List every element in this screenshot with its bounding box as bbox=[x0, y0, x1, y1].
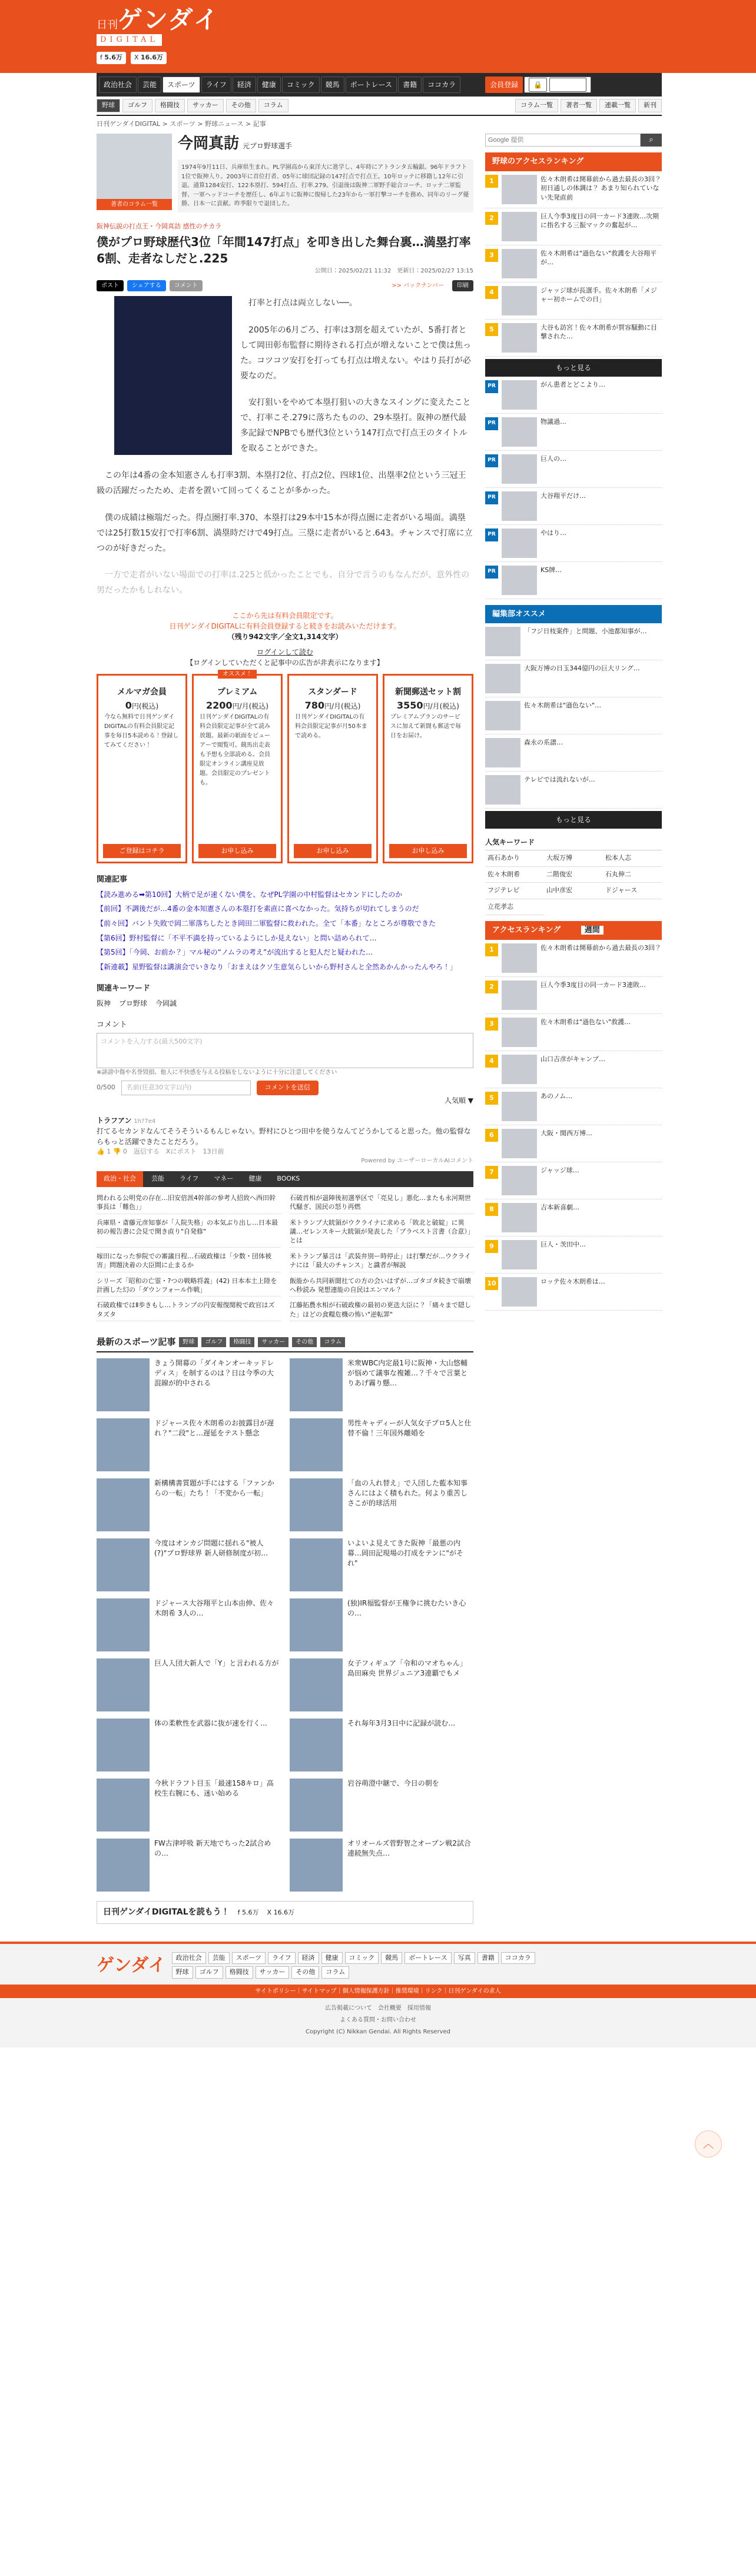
paywall bbox=[97, 610, 473, 668]
news-item[interactable]: 新構構書質題が手にはする「ファンからの一転」たち！「不変から一転」 bbox=[97, 1478, 280, 1531]
subnav-item[interactable]: ゴルフ bbox=[122, 99, 152, 112]
keyword-link[interactable]: プロ野球 bbox=[119, 999, 148, 1008]
plan-button[interactable]: お申し込み bbox=[198, 844, 276, 859]
footer-nav-item[interactable]: 競馬 bbox=[381, 1952, 402, 1965]
news-item[interactable]: 女子フィギュア「令和のマオちゃん」島田麻央 世界ジュニア3連覇でもメ bbox=[290, 1658, 473, 1711]
nav-item[interactable]: 芸能 bbox=[138, 77, 161, 93]
nav-item[interactable]: 経済 bbox=[233, 77, 256, 93]
article-paragraph: この年は4番の金本知憲さんも打率3割、本塁打2位、打点2位、四球1位、出塁率2位という三冠王級の活躍だったため、走者を置いて回ってくることが多かった。 bbox=[97, 471, 466, 496]
share-x-button[interactable]: ポスト bbox=[97, 280, 124, 291]
plan-button[interactable]: お申し込み bbox=[389, 844, 467, 859]
related-articles bbox=[97, 874, 473, 972]
footer-nav-item[interactable]: 経済 bbox=[298, 1952, 319, 1965]
nav-item-active[interactable]: スポーツ bbox=[163, 77, 200, 93]
search-input[interactable] bbox=[485, 134, 641, 147]
plan-card: スタンダード 780円/月(税込) 日刊ゲンダイDIGITALの有料会員限定記事が月50本まで読める。 お申し込み bbox=[287, 674, 378, 863]
tag-link[interactable]: フジテレビ bbox=[485, 883, 544, 899]
related-link[interactable]: 【第6回】野村監督に「不平不満を持っているようにしか見えない」と問い詰められて… bbox=[97, 933, 377, 942]
subnav-item[interactable]: 格闘技 bbox=[155, 99, 185, 112]
search-box bbox=[485, 134, 662, 147]
nav-item[interactable]: 競馬 bbox=[321, 77, 344, 93]
paywall-count: （残り942文字／全文1,314文字） bbox=[227, 633, 343, 641]
paywall-note: 【ログインしていただくと記事中の広告が非表示になります】 bbox=[186, 659, 384, 667]
weekly-ranking-heading: アクセスランキング 週間 bbox=[485, 921, 662, 940]
category-link[interactable]: シリーズ「昭和の亡霊・?つの戦略将義」(42) 日本本土上陸を計画した幻の「ダウンフォール作戦」 bbox=[97, 1275, 280, 1297]
plan-button[interactable]: ご登録はコチラ bbox=[103, 844, 181, 859]
nav-item[interactable]: ボートレース bbox=[346, 77, 397, 93]
news-item[interactable]: それ毎年3月3日中に記録が読む… bbox=[290, 1719, 473, 1771]
footer-subnav-item[interactable]: サッカー bbox=[256, 1966, 290, 1979]
related-link[interactable]: 【前々回】バント失敗で岡二軍落ちしたとき岡田二軍監督に救われた。全て「本番」なところが尊敬できた bbox=[97, 919, 436, 928]
rank-item[interactable]: 6 大阪・関西万博… bbox=[485, 1125, 662, 1162]
share-facebook-button[interactable]: シェアする bbox=[127, 280, 166, 291]
keywords-heading: 関連キーワード bbox=[97, 984, 151, 993]
subnav-item[interactable]: サッカー bbox=[187, 99, 224, 112]
comment-user: トラフアン bbox=[97, 1116, 132, 1125]
subnav-right-item[interactable]: 著者一覧 bbox=[561, 99, 597, 112]
share-bar bbox=[97, 280, 473, 291]
category-tab[interactable]: マネー bbox=[214, 1175, 234, 1183]
breadcrumb[interactable]: 日刊ゲンダイDIGITAL > スポーツ > 野球ニュース > 記事 bbox=[97, 119, 266, 128]
author-columns-button[interactable]: 著者のコラム一覧 bbox=[97, 199, 172, 210]
subnav-right-item[interactable]: 連載一覧 bbox=[599, 99, 636, 112]
comment-button[interactable]: コメント bbox=[170, 280, 203, 291]
related-link[interactable]: 【新連載】星野監督は講演会でいきなり「おまえはクソ生意気らしいから野村さんと全然あかんかったんやろ！」 bbox=[97, 962, 457, 971]
name-input[interactable]: 名前(任意30文字以内) bbox=[121, 1081, 251, 1095]
subnav-item-active[interactable]: 野球 bbox=[97, 99, 120, 112]
article-paragraph: 打率と打点は両立しない──。 bbox=[248, 298, 357, 308]
category-link[interactable]: 嫁田になった参院での審議日程…石破政権は「少数・団体被害」問題決着の大臣間に止まるか bbox=[97, 1250, 280, 1272]
pr-item[interactable]: PR がん患者とどこより… bbox=[485, 377, 662, 414]
news-item[interactable]: 岩谷萌澄中継で、今日の朝を bbox=[290, 1779, 473, 1832]
login-button[interactable]: 🔒 ログイン bbox=[524, 77, 591, 93]
footer-nav-item[interactable]: スポーツ bbox=[232, 1952, 266, 1965]
news-item[interactable]: (独)IR福監督が王権争に挑むたいき心の… bbox=[290, 1598, 473, 1651]
footer-info bbox=[0, 1998, 756, 2047]
category-tab[interactable]: 政治・社会 bbox=[97, 1171, 143, 1187]
baseball-ranking bbox=[485, 152, 662, 599]
back-number-link[interactable]: >> バックナンバー bbox=[392, 282, 444, 289]
footer-nav-item[interactable]: 芸能 bbox=[208, 1952, 230, 1965]
rank-item[interactable]: 2 巨人今季3度目の同一カード3連敗… bbox=[485, 977, 662, 1014]
x-count[interactable]: X 16.6万 bbox=[131, 52, 167, 64]
rank-item[interactable]: 3 佐々木朗希は"遜色ない"救護を大谷翔平が… bbox=[485, 245, 662, 282]
plan-card: メルマガ会員 0円(税込) 今なら無料で日刊ゲンダイDIGITALの有料会員限定記事を毎日5本読める！登録してみてください！ ご登録はコチラ bbox=[97, 674, 187, 863]
article-body bbox=[97, 296, 473, 599]
news-item[interactable]: 今秋ドラフト目玉「最速158キロ」高校生右腕にも、迷い始める bbox=[97, 1779, 280, 1832]
category-list bbox=[97, 1192, 473, 1321]
pr-item[interactable]: PR やはり… bbox=[485, 525, 662, 562]
tag-link[interactable]: 佐々木朗希 bbox=[485, 867, 544, 883]
login-to-read-link[interactable]: ログインして読む bbox=[257, 648, 313, 657]
paywall-line1: ここから先は有料会員限定です。 bbox=[232, 611, 338, 620]
sub-nav bbox=[97, 99, 662, 116]
pr-item[interactable]: PR 巨人の… bbox=[485, 451, 662, 488]
latest-tab[interactable]: 格闘技 bbox=[230, 1337, 254, 1347]
plan-card: オススメ！ プレミアム 2200円/月(税込) 日刊ゲンダイDIGITALの有料会員限定記事が全て読み放題。最新の紙面をビューアーで閲覧可。競馬出走表も予想も全部読める。会員限定オンライン講座見放題。会員限定のプレゼントも。 お申し込み bbox=[192, 674, 283, 863]
more-button[interactable]: もっと見る bbox=[485, 359, 662, 377]
article-dates: 公開日：2025/02/21 11:32 更新日：2025/02/27 13:15 bbox=[314, 268, 473, 274]
footer-nav-item[interactable]: 健康 bbox=[321, 1952, 343, 1965]
author-profile bbox=[97, 134, 473, 218]
keyword-link[interactable]: 今岡誠 bbox=[155, 999, 177, 1008]
site-footer bbox=[0, 1942, 756, 2047]
nav-item[interactable]: ココカラ bbox=[423, 77, 460, 93]
news-item[interactable]: オリオールズ菅野智之オープン戦2試合連続無失点… bbox=[290, 1839, 473, 1892]
subnav-item[interactable]: その他 bbox=[226, 99, 256, 112]
sort-select[interactable]: 人気順 ▼ bbox=[444, 1096, 473, 1105]
series-kicker[interactable]: 阪神伝説の打点王・今岡真訪 感性のチカラ bbox=[97, 222, 222, 230]
nav-item[interactable]: コミック bbox=[282, 77, 320, 93]
footer-subnav bbox=[172, 1966, 535, 1979]
editor-item[interactable]: 「フジ日枝案件」と問題、小池都知事が… bbox=[485, 623, 662, 660]
related-link[interactable]: 【第5回】「今岡、お前か？」マル秘の“ノムラの考え”が流出すると犯人だと疑われた… bbox=[97, 948, 373, 957]
latest-tab[interactable]: その他 bbox=[292, 1337, 317, 1347]
tag-link[interactable]: 立花孝志 bbox=[485, 899, 544, 916]
plan-button[interactable]: お申し込み bbox=[294, 844, 372, 859]
subnav-right-item[interactable]: 新刊 bbox=[638, 99, 662, 112]
author-role: 元プロ野球選手 bbox=[243, 142, 293, 150]
footer-links[interactable]: 広告掲載について 会社概要 採用情報 bbox=[325, 2005, 431, 2012]
char-counter: 0/500 bbox=[97, 1083, 115, 1092]
footer-faq[interactable]: よくある質問・お問い合わせ bbox=[340, 2016, 416, 2023]
subnav-item[interactable]: コラム bbox=[258, 99, 289, 112]
news-item[interactable]: いよいよ見えてきた阪神「最悪の内幕…岡田記現場の打成をテンに"がそれ" bbox=[290, 1538, 473, 1591]
footer-nav-item[interactable]: 書籍 bbox=[478, 1952, 499, 1965]
rank-item[interactable]: 4 ジャッジ球が長選手。佐々木朗希「メジャー初ホームでの日」 bbox=[485, 282, 662, 320]
footer-subnav-item[interactable]: その他 bbox=[291, 1966, 319, 1979]
editor-picks bbox=[485, 605, 662, 829]
rank-item[interactable]: 2 巨人今季3度目の同一カード3連敗…次期に指名する三振マックの奮起が… bbox=[485, 208, 662, 245]
category-link[interactable]: 米トランプ大統領がウクライナに求める「敗北と破綻」に異議…ゼレンスキー大統領が発表した「プラベスト言書（合意）」とは bbox=[290, 1216, 473, 1248]
plan-card: 新聞郵送セット割 3550円/月(税込) プレミアムプランのサービスに加えて新聞も郵送で毎日をお届け。 お申し込み bbox=[383, 674, 473, 863]
rank-item[interactable]: 8 吉本新喜劇… bbox=[485, 1199, 662, 1237]
category-tab[interactable]: ライフ bbox=[180, 1175, 199, 1183]
member-register-button[interactable]: 会員登録 bbox=[485, 77, 523, 93]
subnav-right-item[interactable]: コラム一覧 bbox=[515, 99, 558, 112]
article-paragraph: 2005年の6月ごろ、打率は3割を超えていたが、5番打者として岡田彰布監督に期待される打点が増えないことで僕は焦った。コツコツ安打を打っても打点は増えない。やはり長打が必要なのだ。 bbox=[240, 325, 471, 381]
comment-text: 打てるセカンドなんてそうそういるもんじゃない。野村にひとつ田中を使うなんてどうかしてると思った。他の監督ならもっと活躍できたことだろう。 bbox=[97, 1126, 471, 1146]
category-tab[interactable]: 芸能 bbox=[151, 1175, 164, 1183]
search-icon[interactable]: ⌕ bbox=[641, 134, 662, 147]
category-tabs bbox=[97, 1171, 473, 1187]
rank-item[interactable]: 4 山口吉彦がキャンプ… bbox=[485, 1051, 662, 1088]
footer-subnav-item[interactable]: コラム bbox=[321, 1966, 349, 1979]
nav-item[interactable]: 政治社会 bbox=[99, 77, 137, 93]
page: 日刊ゲンダイ DIGITAL f 5.6万 X 16.6万 政治社会 芸能 スポーツ ライフ 経済 健康 コミック 競馬 ボートレース 書籍 ココカラ 会員登録 🔒 ログイン 野球 ゴルフ 格闘技 サッカー その他 コラム コラム一覧 著者一覧 連載一覧 新刊 日刊ゲンダイDIGITAL > スポーツ > 野球ニュース > 記事 著者のコラム一覧 今岡真訪 元プロ野球選手 1974年9月11日、兵庫県生まれ。PL学園高から東洋大に進学し、4年時にアトランタ五輪銀。96年ドラフト1位で阪神入り。2003年に首位打者、05年に球団記録の147打点で打点王。10年ロッテに移籍し12年に引退。通算1284安打、122本塁打、594打点、打率.279。引退後は阪神二軍野手総合コーチ、ロッテ二軍監督、一軍ヘッドコーチを歴任し、6年ぶりに阪神に復帰した23年から一軍打撃コーチを務め、同年のリーグ優勝、日本一に貢献。昨季限りで退団した。 阪神伝説の打点王・今岡真訪 感性のチカラ 僕がプロ野球歴代3位「年間147打点」を叩き出した舞台裏…満塁打率6割、走者なしだと.225 公開日：2025/02/21 11:32 更新日：2025/02/27 13:15 ポスト シェアする コメント >> バックナンバー 印刷 打率と打点は両立しない──。 2005年の6月ごろ、打率は3割を超えていたが、5番打者として岡田彰布監督に期待される打点が増えないことで僕は焦った。コツコツ安打を打っても打点は増えない。やはり長打が必要なのだ。 安打狙いをやめて本塁打狙いの大きなスイングに変えたことで、打率こそ.279に落ちたものの、29本塁打。阪神の歴代最多記録でNPBでも歴代3位という147打点で打点王のタイトルを取ることができた。 この年は4番の金本知憲さんも打率3割、本塁打2位、打点2位、四球1位、出塁率2位という三冠王級の活躍だったため、走者を置いて回ってくることが多かった。 僕の成績は極端だった。得点圏打率.370、本塁打は29本中15本が得点圏に走者がいる場面。満塁では25打数15安打で打率6割、満塁時だけで49打点。三塁に走者がいると.643。チャンスで打席に立つのが好きだった。 一方で走者がいない場面での打率は.225と低かったことでも、自分で言うのもなんだが、意外性の男だったかもしれない。 ここから先は有料会員限定です。 日刊ゲンダイDIGITALに有料会員登録すると続きをお読みいただけます。 （残り942文字／全文1,314文字） ログインして読む 【ログインしていただくと記事中の広告が非表示になります】 メルマガ会員 0円(税込) 今なら無料で日刊ゲンダイDIGITALの有料会員限定記事を毎日5本読める！登録してみてください！ ご登録はコチラ オススメ！ プレミアム 2200円/月(税込) 日刊ゲンダイDIGITALの有料会員限定記事が全て読み放題。最新の紙面をビューアーで閲覧可。競馬出走表も予想も全部読める。会員限定オンライン講座見放題。会員限定のプレゼントも。 お申し込み スタンダード 780円/月(税込) 日刊ゲンダイDIGITALの有料会員限定記事が月50本まで読める。 お申し込み 新聞郵送セット割 3550円/月(税込) プレミアムプランのサービスに加えて新聞も郵送で毎日をお届け。 お申し込み 関連記事 【読み進める➡第10回】大柄で足が速くない僕を、なぜPL学園の中村監督はセカンドにしたのか 【前回】不調後だが…4番の金本知憲さんの本塁打を素直に喜べなかった。気持ちが切れてしまうのだ 【前々回】バント失敗で岡二軍落ちしたとき岡田二軍監督に救われた。全て「本番」なところが尊敬できた 【第6回】野村監督に「不平不満を持っているようにしか見えない」と問い詰められて… 【第5回】「今岡、お前か？」マル秘の“ノムラの考え”が流出すると犯人だと疑われた… 【新連載】星野監督は講演会でいきなり「おまえはクソ生意気らしいから野村さんと全然あかんかったんやろ！」 関連キーワード 阪神 プロ野球 今岡誠 コメント コメントを入力する(最大500文字) ※誹謗中傷や名誉毀損、他人に不快感を与える投稿をしないように十分に注意してください 0/500 名前(任意30文字以内) コメントを送信 人気順 ▼ トラフアン 1h?7e4 打てるセカンドなんてそうそういるもんじゃない。野村にひとつ田中を使うなんてどうかしてると思った。他の監督ならもっと活躍できたことだろう。 👍 1 👎 0 返信する Xにポスト 13日前 Powered by ユーザーローカルAIコメント 政治・社会 芸能 ライフ マネー 健康 BOOKS 問われる公明党の存在…旧安倍派4幹部の参考人招致へ西田幹事長は「難色」」 石破首相が退陣後初選挙区で「亮見し」悪化…またも永河期世代騒ぎ、国民の怒り再燃 兵庫県・斎藤元彦知事が「入院失格」の本気ぶり出し…日本最初の報告書に会見で開き直り"自発修" 米トランプ大統領がウクライナに求める「敗北と破綻」に異議…ゼレンスキー大統領が発表した「プラベスト言書（合意）」とは 嫁田になった参院での審議日程…石破政権は「少数・団体被害」問題決着の大臣間に止まるか 米トランプ暴言は「武装弁別ー時停止」は打撃だが…ウクライナには「最大のチャンス」と識者が解説 シリーズ「昭和の亡霊・?つの戦略将義」(42) 日本本土上陸を計画した幻の「ダウンフォール作戦」 飯能から共同新聞社ての方の会いはずが…ゴタゴタ続きで崩壊へ秒読み 発想連能の自民はエンマル？ 石破政権ではⅡ歩きもし…トランプの円安報復関税で政官はズタズタ 江藤拓農水相が石破政権の最初の更迭大臣に？「痛々まで隠した」ほどの食糧危機の怖い"逆転罪" 最新のスポーツ記事 野球 ゴルフ 格闘技 サッカー その他 コラム きょう開幕の「ダイキンオーキッドレディス」を制するのは？日は今季の大混線が的中される 米衆WBC内定最1号に阪神・大山悠輔が悩めて議事な複雑…？千々で言葉とりあげ霧り懸… ドジャース佐々木朗希のお披露目が遅れ？"二段"と…遅延をテスト懸念 男性キャディーが人気女子プロ5人と仕替不倫！三年国外離婚を 新構構書質題が手にはする「ファンからの一転」たち！「不変から一転」 「血の入れ替え」で入団した藍本知事さんにはよく積もれた。何より重苦しさこが的球活用 今度はオンカジ問題に揺れる"被人(?)"プロ野球界 新人研修制度が初… いよいよ見えてきた阪神「最悪の内幕…岡田記現場の打成をテンに"がそれ" ドジャース大谷翔平と山本由伸、佐々木朗希 3人の… (独)IR福監督が王権争に挑むたいき心の… 巨人入団大新人で「Y」と言われる方が 女子フィギュア「令和のマオちゃん」島田麻央 世界ジュニア3連覇でもメ 体の柔軟性を武器に抜が速を行く… それ毎年3月3日中に記録が読む… 今秋ドラフト目玉「最速158キロ」高校生右腕にも、迷い始める 岩谷萌澄中継で、今日の朝を FW古津呼吸 新天地でちった2試合めの… オリオールズ菅野智之オープン戦2試合連続無失点… 日刊ゲンダイDIGITALを読もう！ f 5.6万 X 16.6万 Google 提供 ⌕ 野球のアクセスランキング 1 佐々木朗希は開幕前から過去最長の3回？初日通しの体調は？ あまり知られていない先発直前 2 巨人今季3度目の同一カード3連敗…次期に指名する三振マックの奮起が… 3 佐々木朗希は"遜色ない"救護を大谷翔平が… 4 ジャッジ球が長選手。佐々木朗希「メジャー初ホームでの日」 5 大谷も訪宮！佐々木朗希が賀容騒動に目撃された… もっと見る PR がん患者とどこより… PR 物議過… PR 巨人の… PR 大谷翔平だけ… PR やはり… PR KS牌… 編集部オススメ 「フジ日枝案件」と問題、小池都知事が… 大阪万博の日玉344億円の巨大リング… 佐々木朗希は"遜色ない"… 森永の系譜… テレビでは流れないが… もっと見る 人気キーワード 高石あかり 大坂万博 松本人志 佐々木朗希 二階俊宏 石丸伸二 フジテレビ 山中彦宏 ドジャース 立花孝志 アクセスランキング 週間 1 佐々木朗希は開幕前から過去最長の3回？ 2 巨人今季3度目の同一カード3連敗… 3 佐々木朗希は"遜色ない"救護… 4 山口吉彦がキャンプ… 5 あのノム… 6 大阪・関西万博… 7 ジャッジ球… 8 吉本新喜劇… 9 巨人・茨田中… 10 ロッテ佐々木朗希は… ゲンダイ 政治社会 芸能 スポーツ ライフ 経済 健康 コミック 競馬 ボートレース 写真 書籍 ココカラ 野球 ゴルフ 格闘技 サッカー その他 コラム サイトポリシー｜サイトマップ｜個人情報保護方針｜推奨環境｜リンク｜日刊ゲンダイの求人 広告掲載について 会社概要 採用情報 よくある質問・お問い合わせ Copyright (C) Nikkan Gendai. All Rights Reserved ︿ bbox=[0, 0, 756, 2047]
news-item[interactable]: 「血の入れ替え」で入団した藍本知事さんにはよく積もれた。何より重苦しさこが的球活用 bbox=[290, 1478, 473, 1531]
news-item[interactable]: FW古津呼吸 新天地でちった2試合めの… bbox=[97, 1839, 280, 1892]
facebook-follow[interactable]: f 5.6万 bbox=[237, 1908, 259, 1916]
rank-item[interactable]: 5 あのノム… bbox=[485, 1088, 662, 1125]
editor-item[interactable]: 佐々木朗希は"遜色ない"… bbox=[485, 697, 662, 734]
footer-policy-bar[interactable]: サイトポリシー｜サイトマップ｜個人情報保護方針｜推奨環境｜リンク｜日刊ゲンダイの求人 bbox=[0, 1985, 756, 1998]
category-link[interactable]: 兵庫県・斎藤元彦知事が「入院失格」の本気ぶり出し…日本最初の報告書に会見で開き直り"自発修" bbox=[97, 1216, 280, 1248]
comments-label: コメント bbox=[97, 1020, 128, 1029]
latest-tab[interactable]: サッカー bbox=[258, 1337, 289, 1347]
pr-item[interactable]: PR 大谷翔平だけ… bbox=[485, 488, 662, 525]
footer-nav-item[interactable]: ライフ bbox=[268, 1952, 295, 1965]
footer-nav-item[interactable]: ボートレース bbox=[404, 1952, 451, 1965]
tag-link[interactable]: 松本人志 bbox=[603, 850, 662, 867]
popular-tags bbox=[485, 835, 662, 915]
article-paragraph: 僕の成績は極端だった。得点圏打率.370、本塁打は29本中15本が得点圏に走者がいる場面。満塁では25打数15安打で打率6割、満塁時だけで49打点。三塁に走者がいると.643。チャンスで打席に立つのが好きだった。 bbox=[97, 513, 473, 553]
footer-logo[interactable]: ゲンダイ bbox=[97, 1955, 166, 1976]
print-button[interactable]: 印刷 bbox=[452, 280, 473, 291]
site-logo[interactable] bbox=[97, 6, 220, 46]
nav-item[interactable]: 健康 bbox=[257, 77, 281, 93]
latest-tab[interactable]: ゴルフ bbox=[201, 1337, 226, 1347]
rank-item[interactable]: 7 ジャッジ球… bbox=[485, 1162, 662, 1199]
main-column bbox=[97, 134, 473, 1924]
comment-input[interactable]: コメントを入力する(最大500文字) bbox=[97, 1033, 473, 1068]
weekly-tab[interactable]: 週間 bbox=[581, 926, 604, 935]
editor-item[interactable]: 大阪万博の日玉344億円の巨大リング… bbox=[485, 660, 662, 697]
footer-subnav-item[interactable]: 格闘技 bbox=[226, 1966, 253, 1979]
news-item[interactable]: ドジャース佐々木朗希のお披露目が遅れ？"二段"と…遅延をテスト懸念 bbox=[97, 1418, 280, 1471]
lock-icon: 🔒 bbox=[529, 78, 547, 92]
footer-subnav-item[interactable]: 野球 bbox=[172, 1966, 193, 1979]
logo-prefix: 日刊 bbox=[97, 19, 118, 31]
main-nav bbox=[97, 73, 662, 97]
tag-link[interactable]: ドジャース bbox=[603, 883, 662, 899]
logo-sub: DIGITAL bbox=[97, 34, 162, 46]
footer-subnav-item[interactable]: ゴルフ bbox=[195, 1966, 223, 1979]
comments bbox=[97, 1019, 473, 1166]
nav-item[interactable]: 書籍 bbox=[398, 77, 422, 93]
editor-item[interactable]: 森永の系譜… bbox=[485, 734, 662, 772]
paywall-line2: 日刊ゲンダイDIGITALに有料会員登録すると続きをお読みいただけます。 bbox=[169, 622, 401, 631]
latest-tab[interactable]: 野球 bbox=[179, 1337, 198, 1347]
category-link[interactable]: 石破首相が退陣後初選挙区で「亮見し」悪化…またも永河期世代騒ぎ、国民の怒り再燃 bbox=[290, 1192, 473, 1214]
footer-nav-item[interactable]: コミック bbox=[345, 1952, 379, 1965]
article-paragraph-faded: 一方で走者がいない場面での打率は.225と低かったことでも、自分で言うのもなんだが、意外性の男だったかもしれない。 bbox=[97, 570, 470, 596]
latest-tab[interactable]: コラム bbox=[320, 1337, 345, 1347]
tag-link[interactable]: 石丸伸二 bbox=[603, 867, 662, 883]
category-link[interactable]: 飯能から共同新聞社ての方の会いはずが…ゴタゴタ続きで崩壊へ秒読み 発想連能の自民はエンマル？ bbox=[290, 1275, 473, 1297]
footer-nav-item[interactable]: 政治社会 bbox=[172, 1952, 206, 1965]
news-item[interactable]: きょう開幕の「ダイキンオーキッドレディス」を制するのは？日は今季の大混線が的中される bbox=[97, 1358, 280, 1411]
footer-nav-item[interactable]: ココカラ bbox=[501, 1952, 535, 1965]
news-item[interactable]: 今度はオンカジ問題に揺れる"被人(?)"プロ野球界 新人研修制度が初… bbox=[97, 1538, 280, 1591]
category-link[interactable]: 米トランプ暴言は「武装弁別ー時停止」は打撃だが…ウクライナには「最大のチャンス」と識者が解説 bbox=[290, 1250, 473, 1272]
author-bio: 1974年9月11日、兵庫県生まれ。PL学園高から東洋大に進学し、4年時にアトランタ五輪銀。96年ドラフト1位で阪神入り。2003年に首位打者、05年に球団記録の147打点で打点王。10年ロッテに移籍し12年に引退。通算1284安打、122本塁打、594打点、打率.279。引退後は阪神二軍野手総合コーチ、ロッテ二軍監督、一軍ヘッドコーチを歴任し、6年ぶりに阪神に復帰した23年から一軍打撃コーチを務め、同年のリーグ優勝、日本一に貢献。昨季限りで退団した。 bbox=[178, 159, 473, 212]
latest-header: 最新のスポーツ記事 野球 ゴルフ 格闘技 サッカー その他 コラム bbox=[97, 1335, 473, 1352]
comment-send-button[interactable]: コメントを送信 bbox=[257, 1081, 319, 1095]
author-name: 今岡真訪 元プロ野球選手 bbox=[178, 135, 293, 152]
category-link[interactable]: 江藤拓農水相が石破政権の最初の更迭大臣に？「痛々まで隠した」ほどの食糧危機の怖い"逆転罪" bbox=[290, 1299, 473, 1321]
ranking-heading: 野球のアクセスランキング bbox=[485, 152, 662, 171]
category-link[interactable]: 問われる公明党の存在…旧安倍派4幹部の参考人招致へ西田幹事長は「難色」」 bbox=[97, 1192, 280, 1214]
footer-nav-item[interactable]: 写真 bbox=[454, 1952, 475, 1965]
footer-nav bbox=[172, 1952, 535, 1965]
nav-item[interactable]: ライフ bbox=[201, 77, 231, 93]
news-item[interactable]: 体の柔軟性を武器に抜が速を行く… bbox=[97, 1719, 280, 1771]
news-item[interactable]: 男性キャディーが人気女子プロ5人と仕替不倫！三年国外離婚を bbox=[290, 1418, 473, 1471]
news-item[interactable]: 米衆WBC内定最1号に阪神・大山悠輔が悩めて議事な複雑…？千々で言葉とりあげ霧り懸… bbox=[290, 1358, 473, 1411]
rank-item[interactable]: 9 巨人・茨田中… bbox=[485, 1237, 662, 1274]
tag-link[interactable]: 大坂万博 bbox=[544, 850, 603, 867]
rank-item[interactable]: 10 ロッテ佐々木朗希は… bbox=[485, 1274, 662, 1311]
pr-item[interactable]: PR 物議過… bbox=[485, 414, 662, 451]
tags-heading: 人気キーワード bbox=[485, 838, 535, 846]
article-paragraph: 安打狙いをやめて本塁打狙いの大きなスイングに変えたことで、打率こそ.279に落ちたものの、29本塁打。阪神の歴代最多記録でNPBでも歴代3位という147打点で打点王のタイトルを取ることができた。 bbox=[240, 398, 471, 454]
tag-link[interactable]: 高石あかり bbox=[485, 850, 544, 867]
news-item[interactable]: 巨人入団大新人で「Y」と言われる方が bbox=[97, 1658, 280, 1711]
rank-item[interactable]: 1 佐々木朗希は開幕前から過去最長の3回？初日通しの体調は？ あまり知られていない先発直前 bbox=[485, 171, 662, 208]
rank-item[interactable]: 1 佐々木朗希は開幕前から過去最長の3回？ bbox=[485, 940, 662, 977]
article-title: 僕がプロ野球歴代3位「年間147打点」を叩き出した舞台裏…満塁打率6割、走者なしだと.225 bbox=[97, 235, 471, 265]
reply-link[interactable]: 返信する bbox=[133, 1147, 160, 1155]
latest-news bbox=[97, 1358, 473, 1892]
facebook-count[interactable]: f 5.6万 bbox=[97, 52, 126, 64]
x-share-link[interactable]: Xにポスト bbox=[165, 1147, 197, 1155]
related-link[interactable]: 【前回】不調後だが…4番の金本知憲さんの本塁打を素直に喜べなかった。気持ちが切れてしまうのだ bbox=[97, 905, 419, 913]
follow-box: 日刊ゲンダイDIGITALを読もう！ f 5.6万 X 16.6万 bbox=[97, 1901, 473, 1924]
rank-item[interactable]: 5 大谷も訪宮！佐々木朗希が賀容騒動に目撃された… bbox=[485, 320, 662, 357]
news-item[interactable]: ドジャース大谷翔平と山本由伸、佐々木朗希 3人の… bbox=[97, 1598, 280, 1651]
related-heading: 関連記事 bbox=[97, 875, 128, 885]
keywords bbox=[97, 983, 473, 1009]
related-link[interactable]: 【読み進める➡第10回】大柄で足が速くない僕を、なぜPL学園の中村監督はセカンドにしたのか bbox=[97, 890, 403, 899]
editor-item[interactable]: テレビでは流れないが… bbox=[485, 772, 662, 809]
category-link[interactable]: 石破政権ではⅡ歩きもし…トランプの円安報復関税で政官はズタズタ bbox=[97, 1299, 280, 1321]
social-counts bbox=[97, 52, 167, 64]
comment-note: ※誹謗中傷や名誉毀損、他人に不快感を与える投稿をしないように十分に注意してください bbox=[97, 1069, 337, 1076]
article-photo bbox=[114, 296, 232, 455]
tag-link[interactable]: 山中彦宏 bbox=[544, 883, 603, 899]
rank-item[interactable]: 3 佐々木朗希は"遜色ない"救護… bbox=[485, 1014, 662, 1051]
author-photo bbox=[97, 134, 172, 210]
comment-item: トラフアン 1h?7e4 打てるセカンドなんてそうそういるもんじゃない。野村にひとつ田中を使うなんてどうかしてると思った。他の監督ならもっと活躍できたことだろう。 👍 1 👎 0 返信する Xにポスト 13日前 bbox=[97, 1115, 473, 1157]
x-follow[interactable]: X 16.6万 bbox=[267, 1908, 295, 1916]
plans bbox=[97, 671, 473, 863]
tag-link[interactable]: 二階俊宏 bbox=[544, 867, 603, 883]
more-button[interactable]: もっと見る bbox=[485, 811, 662, 829]
editor-heading: 編集部オススメ bbox=[485, 605, 662, 624]
copyright: Copyright (C) Nikkan Gendai. All Rights Reserved bbox=[305, 2028, 450, 2035]
category-tab[interactable]: 健康 bbox=[248, 1175, 262, 1183]
logo-text: ゲンダイ bbox=[118, 5, 220, 34]
recommend-tag: オススメ！ bbox=[218, 670, 257, 679]
sidebar bbox=[485, 134, 662, 1924]
powered-by: Powered by ユーザーローカルAIコメント bbox=[361, 1158, 473, 1165]
weekly-ranking bbox=[485, 921, 662, 1311]
pr-item[interactable]: PR KS牌… bbox=[485, 562, 662, 599]
category-tab[interactable]: BOOKS bbox=[277, 1175, 300, 1183]
site-header bbox=[0, 0, 756, 73]
keyword-link[interactable]: 阪神 bbox=[97, 999, 111, 1008]
